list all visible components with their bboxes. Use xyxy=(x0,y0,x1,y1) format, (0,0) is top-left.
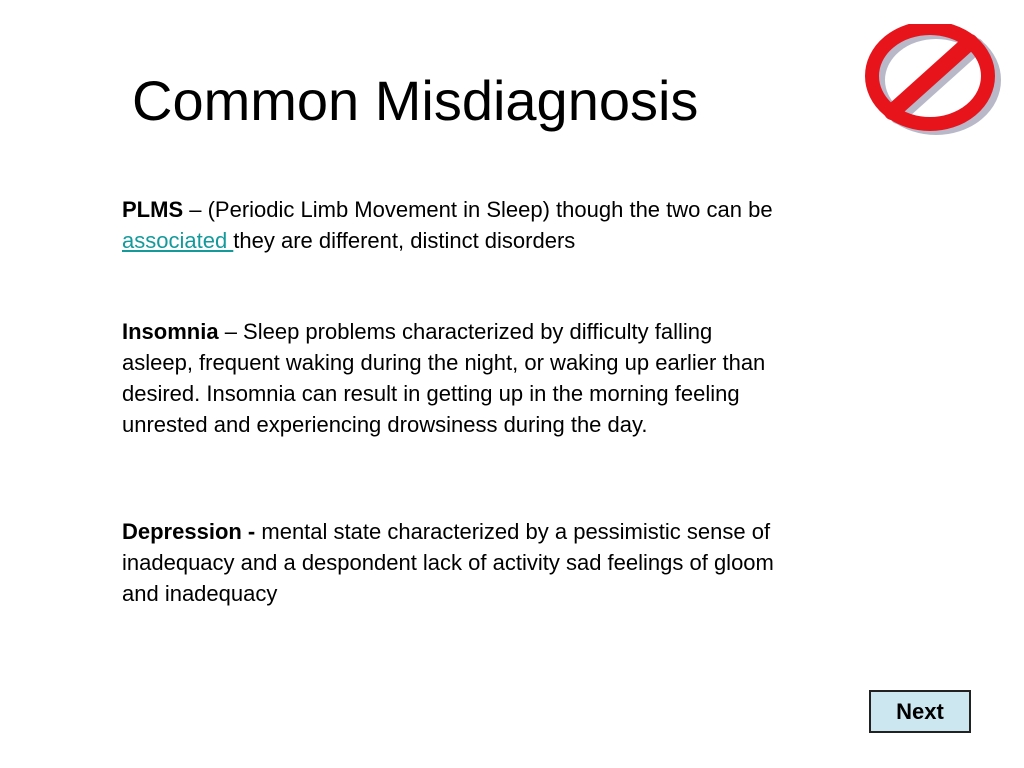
next-button[interactable]: Next xyxy=(869,690,971,733)
plms-text-after-link: they are different, distinct disorders xyxy=(233,228,576,253)
insomnia-paragraph xyxy=(122,316,782,440)
depression-text: mental state characterized by a pessimistic sense of inadequacy and a despondent lack of activity sad feelings of gloom and inadequacy xyxy=(122,519,774,606)
depression-term: Depression - xyxy=(122,519,256,544)
depression-paragraph xyxy=(122,516,782,609)
slide-title: Common Misdiagnosis xyxy=(132,69,699,132)
associated-link[interactable]: associated xyxy=(122,228,234,253)
prohibition-icon-bar xyxy=(892,42,970,112)
plms-text-before-link: – (Periodic Limb Movement in Sleep) though the two can be xyxy=(183,197,773,222)
plms-paragraph xyxy=(122,194,792,256)
plms-term: PLMS xyxy=(122,197,184,222)
prohibition-icon xyxy=(858,24,1008,140)
insomnia-term: Insomnia xyxy=(122,319,219,344)
insomnia-text: – Sleep problems characterized by difficulty falling asleep, frequent waking during the night, or waking up earlier than desired. Insomnia can result in getting up in the morning feeling unrested and experiencing drowsiness during the day. xyxy=(122,319,766,437)
